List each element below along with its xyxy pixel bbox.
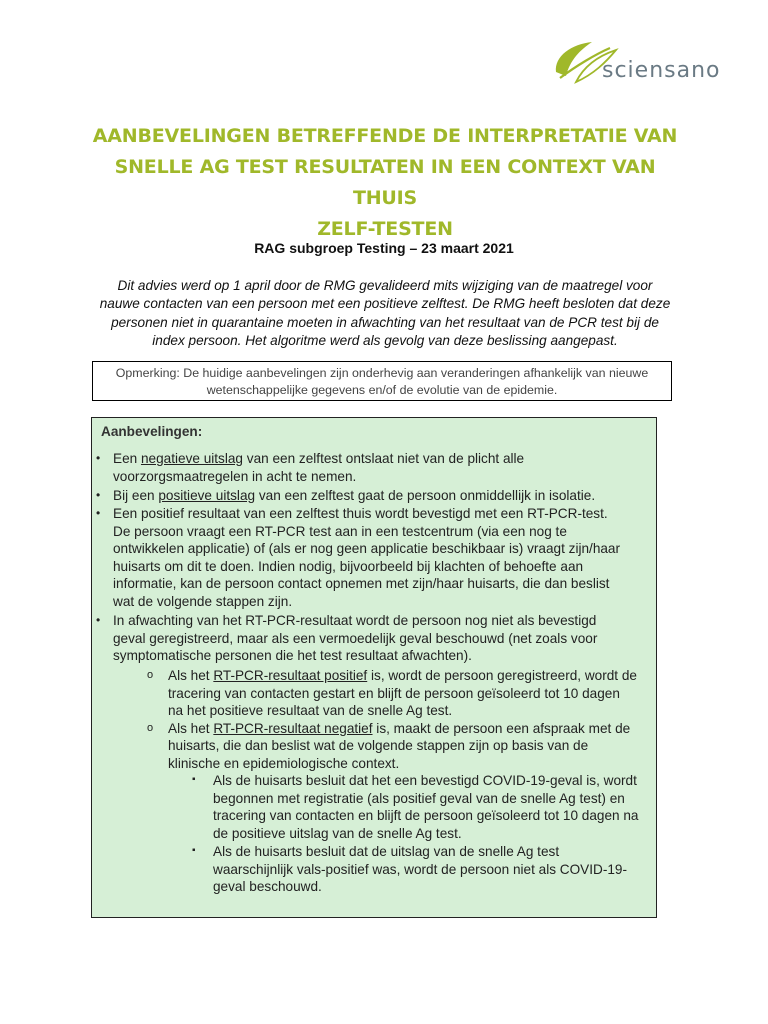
- bullet-text: begonnen met registratie (als positief geval van de snelle Ag test) en: [213, 790, 625, 806]
- bullet-line: [113, 468, 641, 486]
- bullet-text: tracering van contacten en blijft de persoon geïsoleerd tot 10 dagen na: [213, 808, 639, 824]
- remark-line: Opmerking: De huidige aanbevelingen zijn onderhevig aan veranderingen afhankelijk van nieuwe: [115, 366, 649, 380]
- bullet-text: geval beschouwd.: [213, 879, 322, 895]
- bullet-marker-icon: •: [96, 506, 101, 520]
- intro-line: personen niet in quarantaine moeten in afwachting van het resultaat van de PCR test bij de: [111, 314, 659, 330]
- underlined-term: RT-PCR-resultaat positief: [213, 668, 368, 683]
- bullet-line: [213, 825, 653, 843]
- intro-line: nauwe contacten van een persoon met een positieve zelftest. De RMG heeft besloten dat deze: [99, 296, 671, 312]
- sub-list-item: [147, 667, 652, 720]
- list-item: [96, 505, 641, 611]
- recommendations-heading: Aanbevelingen:: [101, 424, 203, 439]
- bullet-text: ontwikkelen applicatie) of (als er nog geen applicatie beschikbaar is) vraagt zijn/haar: [113, 541, 621, 557]
- bullet-text: Als het: [168, 668, 214, 683]
- bullet-line: [113, 450, 641, 468]
- bullet-text: Als de huisarts besluit dat het een bevestigd COVID-19-geval is, wordt: [213, 773, 637, 788]
- title-line: SNELLE AG TEST RESULTATEN IN EEN CONTEXT VAN THUIS: [114, 156, 656, 209]
- document-title: [80, 121, 690, 245]
- bullet-text: van een zelftest ontslaat niet van de plicht alle: [243, 451, 525, 466]
- sub-sub-list-item: [192, 843, 653, 896]
- bullet-line: [168, 667, 652, 685]
- bullet-line: [213, 772, 653, 790]
- bullet-line: [168, 755, 652, 773]
- bullet-text: na het positieve resultaat van de snelle Ag test.: [168, 703, 453, 719]
- bullet-line: [213, 790, 653, 808]
- remark-line: wetenschappelijke gegevens en/of de evolutie van de epidemie.: [206, 382, 558, 397]
- bullet-line: [113, 647, 641, 665]
- bullet-text: is, maakt de persoon een afspraak met de: [372, 720, 631, 736]
- logo-word-suffix: sano: [664, 58, 721, 83]
- bullet-line: [213, 843, 653, 861]
- bullet-line: [113, 630, 641, 648]
- bullet-text: symptomatische personen die het test resultaat afwachten).: [113, 648, 472, 664]
- bullet-text: Als de huisarts besluit dat de uitslag van de snelle Ag test: [213, 844, 560, 859]
- bullet-text: huisarts om dit te doen. Indien nodig, bijvoorbeeld bij klachten of behoefte aan: [113, 558, 584, 574]
- bullet-text: Als het: [168, 720, 214, 736]
- sub-list-item: [147, 720, 652, 773]
- bullet-text: tracering van contacten gestart en blijft de persoon geïsoleerd tot 10 dagen: [168, 685, 620, 701]
- bullet-marker-icon: •: [96, 451, 101, 465]
- intro-paragraph: [80, 277, 690, 351]
- bullet-marker-icon: ▪: [192, 774, 196, 785]
- bullet-line: [113, 505, 641, 523]
- bullet-text: klinische en epidemiologische context.: [168, 755, 400, 771]
- bullet-text: De persoon vraagt een RT-PCR test aan in een testcentrum (via een nog te: [113, 523, 567, 539]
- bullet-line: [113, 558, 641, 576]
- document-subtitle: RAG subgroep Testing – 23 maart 2021: [254, 240, 514, 256]
- bullet-line: [168, 737, 652, 755]
- underlined-term: positieve uitslag: [158, 487, 256, 503]
- bullet-text: voorzorgsmaatregelen in acht te nemen.: [113, 468, 357, 484]
- bullet-text: waarschijnlijk vals-positief was, wordt de persoon niet als COVID-19-: [213, 861, 628, 877]
- bullet-marker-icon: •: [96, 487, 101, 502]
- bullet-text: Bij een: [113, 487, 159, 503]
- intro-line: index persoon. Het algoritme werd als gevolg van deze beslissing aangepast.: [152, 333, 618, 349]
- bullet-text: huisarts, die dan beslist wat de volgende stappen zijn op basis van de: [168, 738, 589, 754]
- list-item: [96, 487, 641, 505]
- bullet-marker-icon: ▪: [192, 845, 196, 856]
- bullet-marker-icon: o: [147, 669, 154, 681]
- bullet-line: [168, 720, 652, 738]
- sub-sub-list-item: [192, 772, 653, 842]
- bullet-line: [113, 612, 641, 630]
- bullet-text: geval geregistreerd, maar als een vermoedelijk geval beschouwd (net zoals voor: [113, 630, 598, 646]
- title-line: ZELF-TESTEN: [317, 218, 453, 240]
- bullet-text: informatie, kan de persoon contact opnemen met zijn/haar huisarts, die dan beslist: [113, 576, 610, 592]
- recommendations-box: [91, 417, 657, 918]
- bullet-line: [113, 540, 641, 558]
- bullet-text: van een zelftest gaat de persoon onmiddellijk in isolatie.: [255, 487, 596, 503]
- underlined-term: RT-PCR-resultaat negatief: [213, 720, 373, 736]
- bullet-text: is, wordt de persoon geregistreerd, wordt de: [367, 668, 637, 683]
- list-item: [96, 612, 641, 665]
- bullet-line: [113, 575, 641, 593]
- bullet-line: [113, 523, 641, 541]
- intro-line: Dit advies werd op 1 april door de RMG gevalideerd mits wijziging van de maatregel voor: [117, 278, 653, 293]
- list-item: [96, 450, 641, 485]
- bullet-line: [168, 685, 652, 703]
- bullet-line: [213, 861, 653, 879]
- bullet-marker-icon: o: [147, 721, 154, 734]
- bullet-text: Een positief resultaat van een zelftest thuis wordt bevestigd met een RT-PCR-test.: [113, 506, 608, 521]
- bullet-text: In afwachting van het RT-PCR-resultaat wordt de persoon nog niet als bevestigd: [113, 613, 597, 628]
- remark-box: [92, 361, 672, 401]
- title-line: AANBEVELINGEN BETREFFENDE DE INTERPRETATIE VAN: [92, 125, 678, 147]
- bullet-text: wat de volgende stappen zijn.: [113, 593, 293, 609]
- bullet-line: [113, 593, 641, 611]
- logo-wordmark: [602, 58, 721, 83]
- logo-word-prefix: scien: [602, 58, 665, 83]
- bullet-line: [213, 878, 653, 896]
- bullet-line: [113, 487, 641, 505]
- bullet-marker-icon: •: [96, 613, 101, 627]
- bullet-text: Een: [113, 451, 141, 466]
- bullet-line: [213, 807, 653, 825]
- bullet-text: de positieve uitslag van de snelle Ag test.: [213, 825, 462, 841]
- bullet-line: [168, 702, 652, 720]
- underlined-term: negatieve uitslag: [140, 451, 243, 466]
